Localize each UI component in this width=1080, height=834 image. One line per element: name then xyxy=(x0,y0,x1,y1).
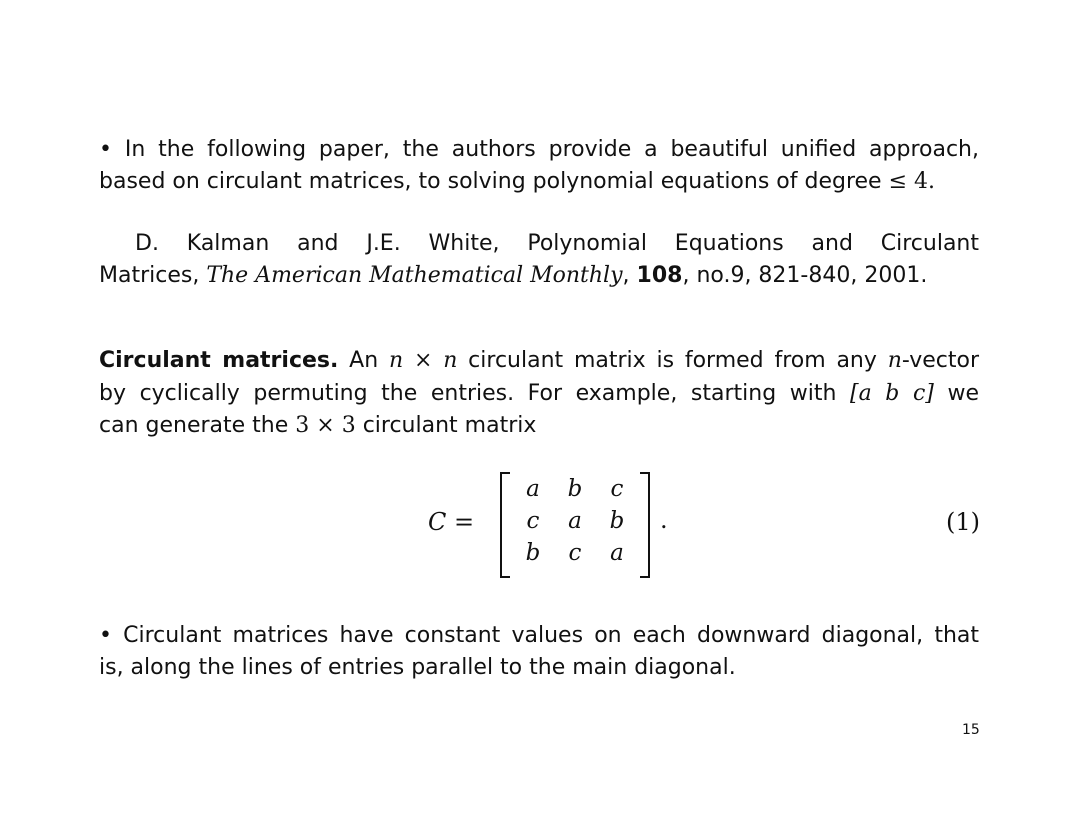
matrix-cell: a xyxy=(526,476,540,502)
equation-lhs: C = xyxy=(428,508,475,536)
matrix-cell: b xyxy=(567,476,583,502)
three-by-three-math: 3 × 3 xyxy=(295,413,356,438)
reference-prefix: Matrices, xyxy=(99,263,207,288)
circulant-l2-b: we xyxy=(933,381,979,406)
reference-line2 xyxy=(99,260,979,292)
circulant-line1 xyxy=(99,345,979,377)
equation-period: . xyxy=(660,506,668,534)
section-heading: Circulant matrices. xyxy=(99,348,339,373)
matrix-cell: a xyxy=(568,508,582,534)
n-math: n xyxy=(887,348,902,373)
bullet2-line1: • Circulant matrices have constant values on each downward diagonal, that xyxy=(99,623,979,648)
matrix-cell: c xyxy=(610,476,624,502)
circulant-l2-a: by cyclically permuting the entries. For example, starting with xyxy=(99,381,851,406)
equation-1 xyxy=(428,470,980,578)
circulant-line2 xyxy=(99,378,979,410)
reference-line1: D. Kalman and J.E. White, Polynomial Equations and Circulant xyxy=(135,231,979,256)
circulant-l1-a: An xyxy=(338,348,389,373)
matrix-left-bracket xyxy=(500,472,510,578)
circulant-line3 xyxy=(99,410,979,442)
bullet2-line2: is, along the lines of entries parallel to the main diagonal. xyxy=(99,655,736,680)
circulant-l1-b: circulant matrix is formed from any xyxy=(457,348,888,373)
circulant-l3-a: can generate the xyxy=(99,413,296,438)
equation-number: (1) xyxy=(946,508,980,536)
matrix-cell: c xyxy=(526,508,540,534)
circulant-matrix xyxy=(500,470,650,578)
journal-volume: 108 xyxy=(636,263,683,288)
page-number: 15 xyxy=(962,722,980,738)
degree-bound-math: ≤ 4. xyxy=(888,169,936,194)
vector-abc-math: [a b c] xyxy=(850,381,934,406)
reference-sep: , xyxy=(622,263,637,288)
bullet1-line1: • In the following paper, the authors provide a beautiful unified approach, xyxy=(99,137,979,162)
journal-title: The American Mathematical Monthly xyxy=(206,263,623,288)
circulant-l3-b: circulant matrix xyxy=(355,413,537,438)
matrix-cell: b xyxy=(525,540,541,566)
reference-rest: , no.9, 821-840, 2001. xyxy=(682,263,928,288)
matrix-cell: c xyxy=(568,540,582,566)
bullet1-line2 xyxy=(99,166,979,198)
n-by-n-math: n × n xyxy=(388,348,458,373)
matrix-right-bracket xyxy=(640,472,650,578)
matrix-cell: a xyxy=(610,540,624,566)
circulant-l1-c: -vector xyxy=(901,348,980,373)
matrix-cell: b xyxy=(609,508,625,534)
bullet1-line2-text: based on circulant matrices, to solving polynomial equations of degree xyxy=(99,169,889,194)
